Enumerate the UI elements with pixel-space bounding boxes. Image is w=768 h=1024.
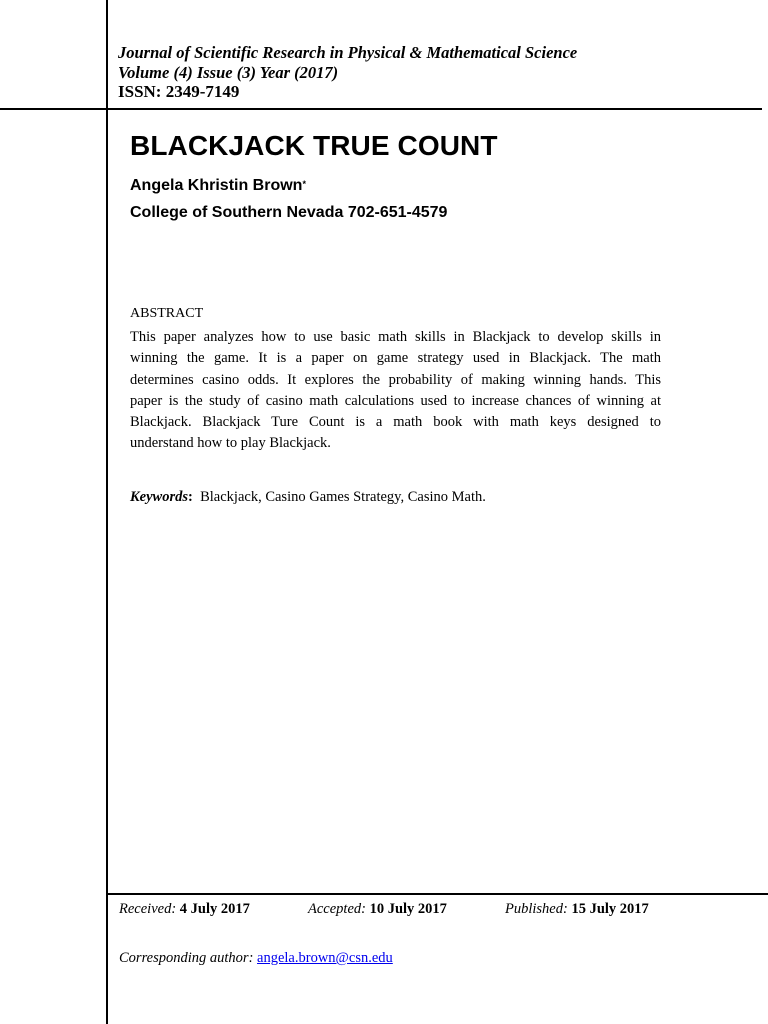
left-margin-rule xyxy=(106,0,108,1024)
keywords-label: Keywords xyxy=(130,489,188,505)
received-value: 4 July 2017 xyxy=(179,901,250,917)
accepted-value: 10 July 2017 xyxy=(369,901,447,917)
abstract-line: understand how to play Blackjack. xyxy=(130,435,331,452)
published-label: Published: xyxy=(505,901,568,917)
published-date xyxy=(505,899,649,919)
author-affiliation: College of Southern Nevada 702-651-4579 xyxy=(130,204,448,221)
journal-volume: Volume (4) Issue (3) Year (2017) xyxy=(118,63,339,82)
author-name: Angela Khristin Brown xyxy=(130,177,303,194)
journal-name: Journal of Scientific Research in Physical & Mathematical Science xyxy=(118,43,578,62)
received-label: Received: xyxy=(119,901,177,917)
corresponding-label: Corresponding author: xyxy=(119,950,254,966)
author-line xyxy=(130,175,306,197)
author-footnote-mark: * xyxy=(302,179,306,189)
corresponding-author xyxy=(119,948,393,968)
author-email-link[interactable]: angela.brown@csn.edu xyxy=(257,950,393,966)
abstract-line: winning the game. It is a paper on game strategy used in Blackjack. The math xyxy=(130,350,661,367)
abstract-heading: ABSTRACT xyxy=(130,306,204,321)
accepted-label: Accepted: xyxy=(308,901,366,917)
header-divider xyxy=(0,108,762,110)
received-date xyxy=(119,899,250,919)
journal-info xyxy=(118,43,577,83)
published-value: 15 July 2017 xyxy=(571,901,649,917)
keywords xyxy=(130,487,486,507)
accepted-date xyxy=(308,899,447,919)
abstract-body xyxy=(130,327,661,455)
keywords-text: Blackjack, Casino Games Strategy, Casino Math. xyxy=(200,489,486,505)
abstract-line: paper is the study of casino math calculations used to increase chances of winning at xyxy=(130,392,661,409)
paper-title: BLACKJACK TRUE COUNT xyxy=(130,130,498,161)
footer-divider xyxy=(106,893,768,895)
keywords-colon: : xyxy=(188,489,193,505)
abstract-line: Blackjack. Blackjack Ture Count is a math book with math keys designed to xyxy=(130,414,661,431)
abstract-line: determines casino odds. It explores the probability of making winning hands. This xyxy=(130,371,661,388)
abstract-line: This paper analyzes how to use basic math skills in Blackjack to develop skills in xyxy=(130,329,661,345)
journal-issn: ISSN: 2349-7149 xyxy=(118,82,240,101)
